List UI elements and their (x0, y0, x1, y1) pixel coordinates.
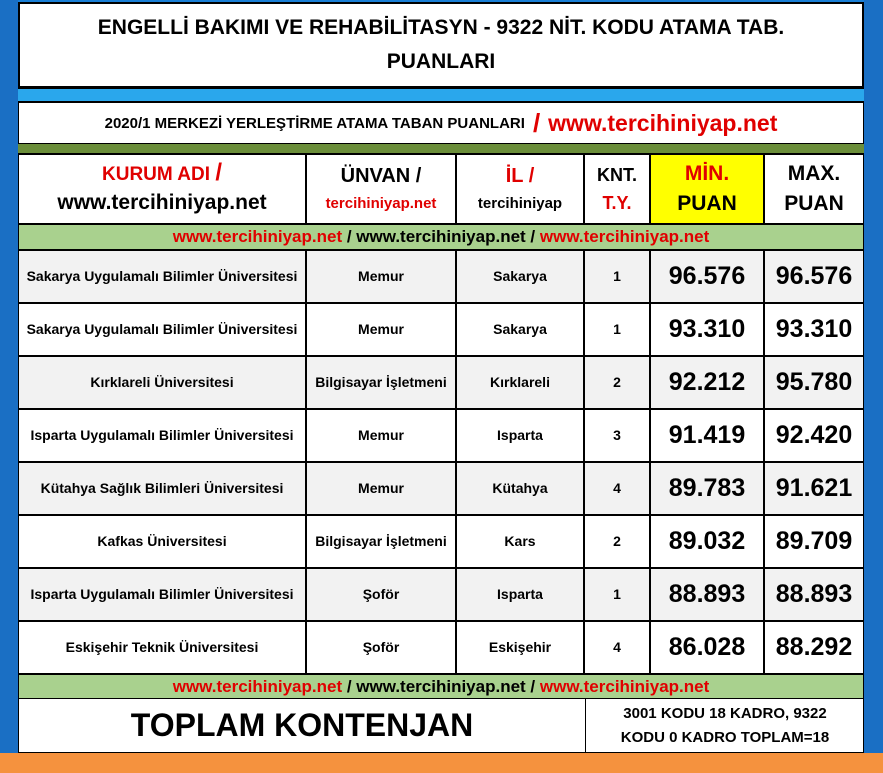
cell-il: Sakarya (456, 303, 584, 356)
header-min (650, 154, 764, 224)
header-unvan (306, 154, 456, 224)
cell-kurum: Isparta Uygulamalı Bilimler Üniversitesi (18, 568, 306, 621)
total-label: TOPLAM KONTENJAN (130, 707, 474, 743)
cell-max: 93.310 (764, 303, 864, 356)
bottom-bar (0, 753, 883, 773)
total-summary-line1: 3001 KODU 18 KADRO, 9322 (623, 704, 827, 722)
cell-max: 92.420 (764, 409, 864, 462)
cell-kurum: Sakarya Uygulamalı Bilimler Üniversitesi (18, 250, 306, 303)
banner-bottom (18, 674, 864, 700)
header-min-sub: PUAN (677, 192, 737, 215)
left-border (0, 0, 18, 773)
header-max (764, 154, 864, 224)
subtitle-slash: / (532, 107, 541, 138)
header-il (456, 154, 584, 224)
header-kurum-site: www.tercihiniyap.net (57, 191, 267, 214)
subtitle-site-link[interactable]: www.tercihiniyap.net (548, 109, 778, 136)
cell-min: 93.310 (650, 303, 764, 356)
header-knt-label: KNT. (597, 165, 637, 185)
cell-max: 88.893 (764, 568, 864, 621)
banner-bottom-sep-2: / (525, 677, 540, 696)
cell-kurum: Kafkas Üniversitesi (18, 515, 306, 568)
cell-unvan: Bilgisayar İşletmeni (306, 356, 456, 409)
title-panel (18, 2, 864, 88)
header-max-label: MAX. (787, 162, 841, 185)
header-max-sub: PUAN (784, 192, 844, 215)
cell-knt: 2 (584, 356, 650, 409)
cell-unvan: Memur (306, 303, 456, 356)
cell-kurum: Kütahya Sağlık Bilimleri Üniversitesi (18, 462, 306, 515)
cell-knt: 1 (584, 568, 650, 621)
header-il-site: tercihiniyap (477, 195, 563, 212)
cell-max: 91.621 (764, 462, 864, 515)
cell-min: 92.212 (650, 356, 764, 409)
header-knt-sub: T.Y. (602, 193, 632, 213)
banner-top-site-3[interactable]: www.tercihiniyap.net (539, 227, 710, 246)
banner-top (18, 224, 864, 250)
header-il-label: İL / (505, 165, 535, 187)
header-unvan-label: ÜNVAN / (340, 165, 422, 187)
cell-unvan: Bilgisayar İşletmeni (306, 515, 456, 568)
cell-il: Isparta (456, 409, 584, 462)
blue-divider (18, 88, 864, 102)
banner-top-site-1[interactable]: www.tercihiniyap.net (172, 227, 343, 246)
total-summary (585, 699, 864, 752)
cell-knt: 1 (584, 250, 650, 303)
cell-unvan: Memur (306, 409, 456, 462)
cell-kurum: Sakarya Uygulamalı Bilimler Üniversitesi (18, 303, 306, 356)
cell-min: 89.783 (650, 462, 764, 515)
cell-unvan: Memur (306, 462, 456, 515)
banner-bottom-sep-1: / (342, 677, 357, 696)
cell-kurum: Eskişehir Teknik Üniversitesi (18, 621, 306, 674)
total-summary-line2: KODU 0 KADRO TOPLAM=18 (620, 728, 830, 746)
cell-unvan: Şoför (306, 621, 456, 674)
cell-max: 96.576 (764, 250, 864, 303)
cell-il: Eskişehir (456, 621, 584, 674)
subtitle-panel (18, 102, 864, 144)
cell-il: Kırklareli (456, 356, 584, 409)
banner-bottom-site-2[interactable]: www.tercihiniyap.net (356, 677, 526, 696)
cell-unvan: Memur (306, 250, 456, 303)
cell-unvan: Şoför (306, 568, 456, 621)
banner-top-sep-2: / (525, 227, 540, 246)
cell-min: 91.419 (650, 409, 764, 462)
cell-knt: 2 (584, 515, 650, 568)
cell-il: Kars (456, 515, 584, 568)
banner-bottom-site-3[interactable]: www.tercihiniyap.net (539, 677, 710, 696)
banner-top-site-2[interactable]: www.tercihiniyap.net (356, 227, 526, 246)
cell-il: Sakarya (456, 250, 584, 303)
cell-min: 96.576 (650, 250, 764, 303)
header-unvan-site: tercihiniyap.net (325, 195, 437, 212)
cell-knt: 4 (584, 462, 650, 515)
header-kurum-label: KURUM ADI (102, 164, 211, 185)
cell-knt: 3 (584, 409, 650, 462)
olive-divider (18, 144, 864, 154)
cell-kurum: Isparta Uygulamalı Bilimler Üniversitesi (18, 409, 306, 462)
cell-min: 86.028 (650, 621, 764, 674)
banner-bottom-site-1[interactable]: www.tercihiniyap.net (172, 677, 343, 696)
total-panel (18, 698, 864, 753)
header-kurum-slash: / (215, 159, 222, 186)
banner-top-sep-1: / (342, 227, 357, 246)
cell-knt: 1 (584, 303, 650, 356)
cell-knt: 4 (584, 621, 650, 674)
cell-il: Isparta (456, 568, 584, 621)
cell-max: 88.292 (764, 621, 864, 674)
header-knt (584, 154, 650, 224)
page-title: ENGELLİ BAKIMI VE REHABİLİTASYN - 9322 NİT. KODU ATAMA TAB. PUANLARI (97, 16, 785, 73)
header-kurum (18, 154, 306, 224)
cell-max: 89.709 (764, 515, 864, 568)
right-border (864, 0, 883, 773)
subtitle-text: 2020/1 MERKEZİ YERLEŞTİRME ATAMA TABAN PUANLARI (104, 114, 525, 132)
cell-il: Kütahya (456, 462, 584, 515)
cell-min: 89.032 (650, 515, 764, 568)
cell-max: 95.780 (764, 356, 864, 409)
cell-min: 88.893 (650, 568, 764, 621)
cell-kurum: Kırklareli Üniversitesi (18, 356, 306, 409)
header-min-label: MİN. (684, 162, 730, 185)
